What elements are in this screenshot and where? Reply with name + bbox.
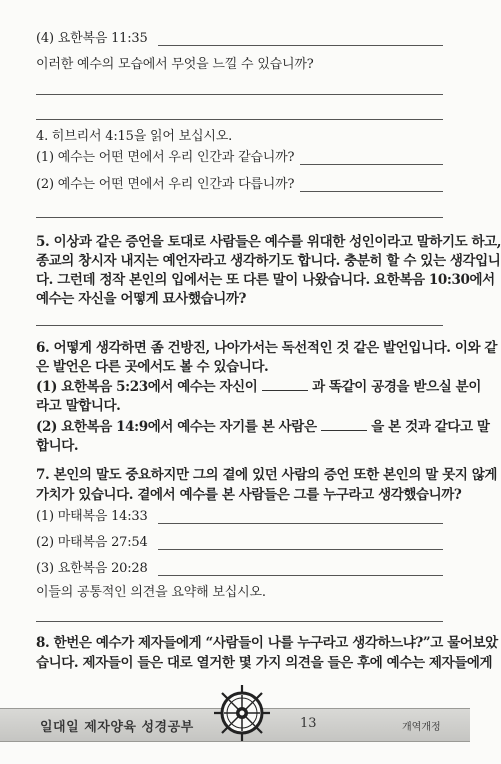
question-6-1-part-b: 과 똑같이 공경을 받으실 분이 xyxy=(312,379,481,395)
answer-line[interactable] xyxy=(36,621,443,622)
question-4-1-text: (1) 예수는 어떤 면에서 우리 인간과 같습니까? xyxy=(36,150,295,165)
question-6-1-text xyxy=(36,378,481,396)
question-5-line-1: 5. 이상과 같은 증언을 토대로 사람들은 예수를 위대한 성인이라고 말하기도 하고, xyxy=(36,234,501,250)
question-6-1-part-a: (1) 요한복음 5:23에서 예수는 자신이 xyxy=(36,379,258,395)
question-7-2-text: (2) 마태복음 27:54 xyxy=(36,535,148,550)
question-7-3-text: (3) 요한복음 20:28 xyxy=(36,561,148,576)
answer-line[interactable] xyxy=(36,94,443,95)
fill-in-blank[interactable] xyxy=(262,378,308,391)
question-3-reflection-text: 이러한 예수의 모습에서 무엇을 느낄 수 있습니까? xyxy=(36,57,314,72)
question-4-2-text: (2) 예수는 어떤 면에서 우리 인간과 다릅니까? xyxy=(36,177,295,192)
answer-line[interactable] xyxy=(36,119,443,120)
question-7-1-text: (1) 마태복음 14:33 xyxy=(36,509,148,524)
answer-line[interactable] xyxy=(158,549,443,550)
question-3-4-text: (4) 요한복음 11:35 xyxy=(36,31,148,46)
question-6-line-2: 은 발언은 다른 곳에서도 볼 수 있습니다. xyxy=(36,359,269,375)
question-6-2-continuation: 합니다. xyxy=(36,438,79,454)
question-6-2-part-b: 을 본 것과 같다고 말 xyxy=(371,419,490,435)
question-6-2-text xyxy=(36,418,490,436)
answer-line[interactable] xyxy=(36,325,443,326)
page-number: 13 xyxy=(300,716,317,731)
question-5-line-3: 다. 그런데 정작 본인의 입에서는 또 다른 말이 나왔습니다. 요한복음 10:30에서 xyxy=(36,272,495,288)
answer-line[interactable] xyxy=(158,575,443,576)
question-6-2-part-a: (2) 요한복음 14:9에서 예수는 자기를 본 사람은 xyxy=(36,419,317,435)
question-6-1-continuation: 라고 말합니다. xyxy=(36,398,121,414)
answer-line[interactable] xyxy=(158,45,443,46)
ship-wheel-icon xyxy=(212,683,272,743)
question-4-heading: 4. 히브리서 4:15을 읽어 보십시오. xyxy=(36,129,232,144)
answer-line[interactable] xyxy=(36,217,443,218)
footer-book-title: 일대일 제자양육 성경공부 xyxy=(40,720,194,735)
question-7-line-2: 가치가 있습니다. 곁에서 예수를 본 사람들은 그를 누구라고 생각했습니까? xyxy=(36,487,462,503)
question-6-line-1: 6. 어떻게 생각하면 좀 건방진, 나아가서는 독선적인 것 같은 발언입니다. 이와 같 xyxy=(36,340,498,356)
question-5-line-4: 예수는 자신을 어떻게 묘사했습니까? xyxy=(36,291,247,307)
question-8-line-2: 습니다. 제자들이 들은 대로 열거한 몇 가지 의견을 들은 후에 예수는 제자들에게 xyxy=(36,655,493,671)
answer-line[interactable] xyxy=(158,523,443,524)
question-8-line-1: 8. 한번은 예수가 제자들에게 “사람들이 나를 누구라고 생각하느냐?”고 물어보았 xyxy=(36,635,498,651)
answer-line[interactable] xyxy=(300,164,443,165)
fill-in-blank[interactable] xyxy=(321,418,367,431)
question-7-line-1: 7. 본인의 말도 중요하지만 그의 곁에 있던 사람의 증언 또한 본인의 말 못지 않게 xyxy=(36,467,498,483)
answer-line[interactable] xyxy=(300,191,443,192)
question-5-line-2: 종교의 창시자 내지는 예언자라고 생각하기도 합니다. 충분히 할 수 있는 생각입니 xyxy=(36,253,501,269)
bible-edition-label: 개역개정 xyxy=(402,722,441,733)
question-7-summary-text: 이들의 공통적인 의견을 요약해 보십시오. xyxy=(36,585,266,600)
